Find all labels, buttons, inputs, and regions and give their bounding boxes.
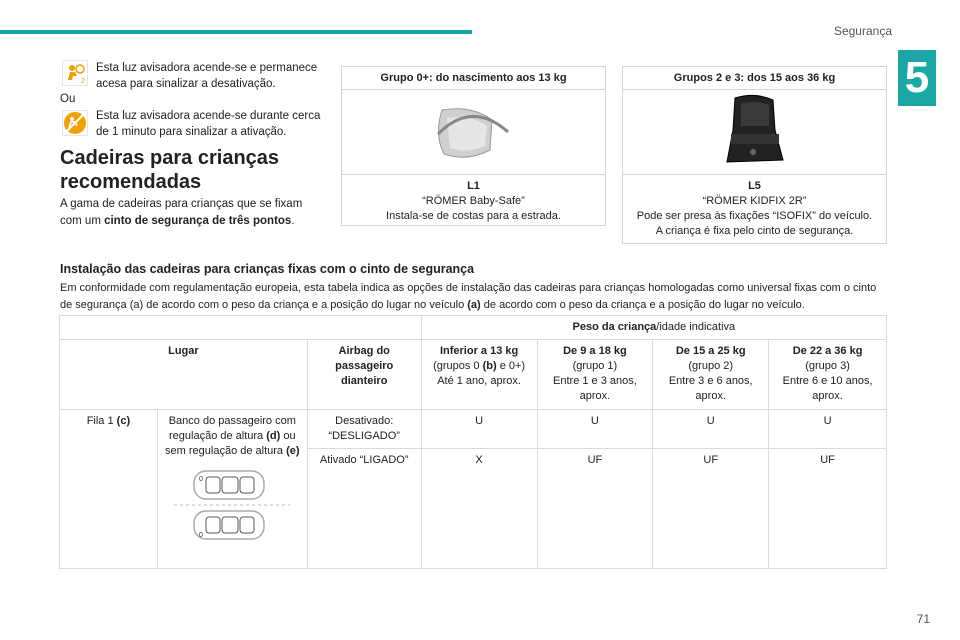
- seat-card-group23: [622, 66, 887, 244]
- page-number: 71: [916, 612, 930, 626]
- col-header-group2: De 15 a 25 kg (grupo 2) Entre 3 e 6 anos, aprox.: [653, 340, 769, 410]
- svg-text:0: 0: [199, 532, 204, 539]
- chapter-tab: 5: [898, 50, 936, 106]
- airbag-on-cell: Ativado “LIGADO”: [307, 449, 421, 569]
- value-cell: U: [769, 410, 887, 449]
- weight-header: Peso da criança/idade indicativa: [421, 316, 886, 340]
- seat-code: L5: [748, 180, 761, 192]
- seat-note: Pode ser presa às fixações “ISOFIX” do veículo.: [636, 210, 873, 222]
- warning-light-off-text: Esta luz avisadora acende-se e permanece acesa para sinalizar a desativação.: [96, 62, 318, 90]
- seat-description-cell: Banco do passageiro com regulação de altura (d) ou sem regulação de altura (e) 0 0: [157, 410, 307, 569]
- install-heading: Instalação das cadeiras para crianças fixas com o cinto de segurança: [60, 262, 475, 276]
- value-cell: U: [537, 410, 653, 449]
- installation-table: [59, 315, 887, 569]
- seat-name: “RÖMER Baby-Safe”: [422, 195, 525, 207]
- warning-light-on-text: Esta luz avisadora acende-se durante cerca de 1 minuto para sinalizar a ativação.: [96, 110, 321, 138]
- col-header-lugar: Lugar: [60, 340, 308, 410]
- svg-text:0: 0: [199, 476, 204, 483]
- col-header-airbag: Airbag do passageiro dianteiro: [307, 340, 421, 410]
- install-paragraph: Em conformidade com regulamentação europeia, esta tabela indica as opções de instalação das cadeiras para crianças homologadas como universal fixas com o cinto de segurança (a) de acordo com o peso da criança e a posição do lugar no veículo (a) de acordo com o peso da criança e a posição do lugar no veículo.: [60, 282, 877, 311]
- col-header-group0: Inferior a 13 kg (grupos 0 (b) e 0+) Até 1 ano, aprox.: [421, 340, 537, 410]
- table-corner-cell: [60, 316, 422, 340]
- value-cell: X: [421, 449, 537, 569]
- seat-note: Instala-se de costas para a estrada.: [386, 210, 561, 222]
- seat-note: A criança é fixa pelo cinto de segurança.: [655, 225, 854, 237]
- seat-name: “RÖMER KIDFIX 2R”: [702, 195, 807, 207]
- seat-card-header: Grupos 2 e 3: dos 15 aos 36 kg: [623, 67, 886, 90]
- header-accent-bar: [0, 30, 472, 34]
- value-cell: U: [421, 410, 537, 449]
- seat-code: L1: [467, 180, 480, 192]
- row-label-fila1: Fila 1 (c): [60, 410, 158, 569]
- section-heading: Cadeiras para crianças recomendadas: [60, 147, 280, 193]
- booster-seat-image: [623, 90, 886, 175]
- value-cell: UF: [769, 449, 887, 569]
- col-header-group3: De 22 a 36 kg (grupo 3) Entre 6 e 10 anos, aprox.: [769, 340, 887, 410]
- svg-text:2: 2: [81, 78, 85, 85]
- or-text: Ou: [60, 93, 76, 105]
- baby-seat-image: [342, 90, 605, 175]
- airbag-off-cell: Desativado: “DESLIGADO”: [307, 410, 421, 449]
- airbag-on-warning-icon: [62, 110, 88, 136]
- value-cell: U: [653, 410, 769, 449]
- section-name: Segurança: [833, 24, 892, 38]
- seat-card-group0: [341, 66, 606, 226]
- seat-card-header: Grupo 0+: do nascimento aos 13 kg: [342, 67, 605, 90]
- intro-paragraph: A gama de cadeiras para crianças que se fixam com um cinto de segurança de três pontos.: [60, 198, 303, 227]
- value-cell: UF: [653, 449, 769, 569]
- value-cell: UF: [537, 449, 653, 569]
- car-seat-diagram-icon: [162, 465, 303, 550]
- airbag-off-warning-icon: [62, 60, 88, 86]
- col-header-group1: De 9 a 18 kg (grupo 1) Entre 1 e 3 anos, aprox.: [537, 340, 653, 410]
